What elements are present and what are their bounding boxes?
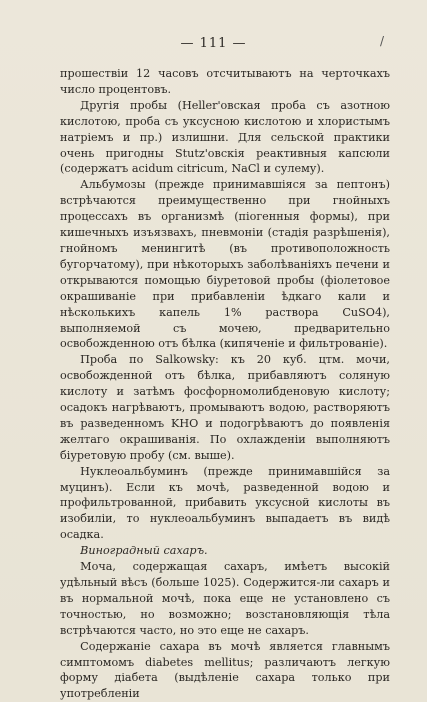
- body-text: [60, 66, 390, 702]
- section-heading: Виноградный сахаръ.: [80, 544, 208, 558]
- paragraph: Альбумозы (прежде принимавшіяся за пептонъ) встрѣчаются преимущественно при гнойныхъ процессахъ въ организмѣ (піогенныя формы), при кишечныхъ изъязвахъ, пневмоніи (стадія разрѣшенія), гнойномъ менингитѣ (въ противоположность бугорчатому), при нѣкоторыхъ заболѣваніяхъ печени и открываются помощью біуретовой пробы (фіолетовое окрашиваніе при прибавленіи ѣдкаго кали и нѣсколькихъ капель 1% раствора CuSO4), выполняемой съ мочею, предварительно освобожденною отъ бѣлка (кипяченіе и фильтрованіе).: [60, 178, 390, 351]
- margin-mark: /: [380, 34, 385, 48]
- paragraph: Содержаніе сахара въ мочѣ является главнымъ симптомомъ diabetes mellitus; различаютъ легкую форму діабета (выдѣленіе сахара только при употребленіи: [60, 639, 390, 701]
- paragraph: Моча, содержащая сахаръ, имѣетъ высокій удѣльный вѣсъ (больше 1025). Содержится-ли сахаръ и въ нормальной мочѣ, пока еще не установлено съ точностью, но возможно; возстановляющія тѣла встрѣчаются часто, но это еще не сахаръ.: [60, 560, 390, 637]
- paragraph: Проба по Salkowsky: къ 20 куб. цтм. мочи, освобожденной отъ бѣлка, прибавляютъ соляную кислоту и затѣмъ фосфорномолибденовую кислоту; осадокъ нагрѣваютъ, промываютъ водою, растворяютъ въ разведенномъ KHO и подогрѣваютъ до появленія желтаго окрашиванія. По охлажденіи выполняютъ біуретовую пробу (см. выше).: [60, 353, 390, 462]
- paragraph: прошествіи 12 часовъ отсчитываютъ на черточкахъ число процентовъ.: [60, 67, 390, 96]
- page-number: — 111 —: [180, 36, 247, 51]
- paragraph: Нуклеоальбуминъ (прежде принимавшійся за муцинъ). Если къ мочѣ, разведенной водою и профильтрованной, прибавить уксусной кислоты въ изобиліи, то нуклеоальбуминъ выпадаетъ въ видѣ осадка.: [60, 464, 390, 542]
- paragraph: Другія пробы (Heller'овская проба съ азотною кислотою, проба съ уксусною кислотою и хлористымъ натріемъ и пр.) излишни. Для сельской практики очень пригодны Stutz'овскія реактивныя капсюли (содержатъ acidum citricum, NaCl и сулему).: [60, 98, 390, 176]
